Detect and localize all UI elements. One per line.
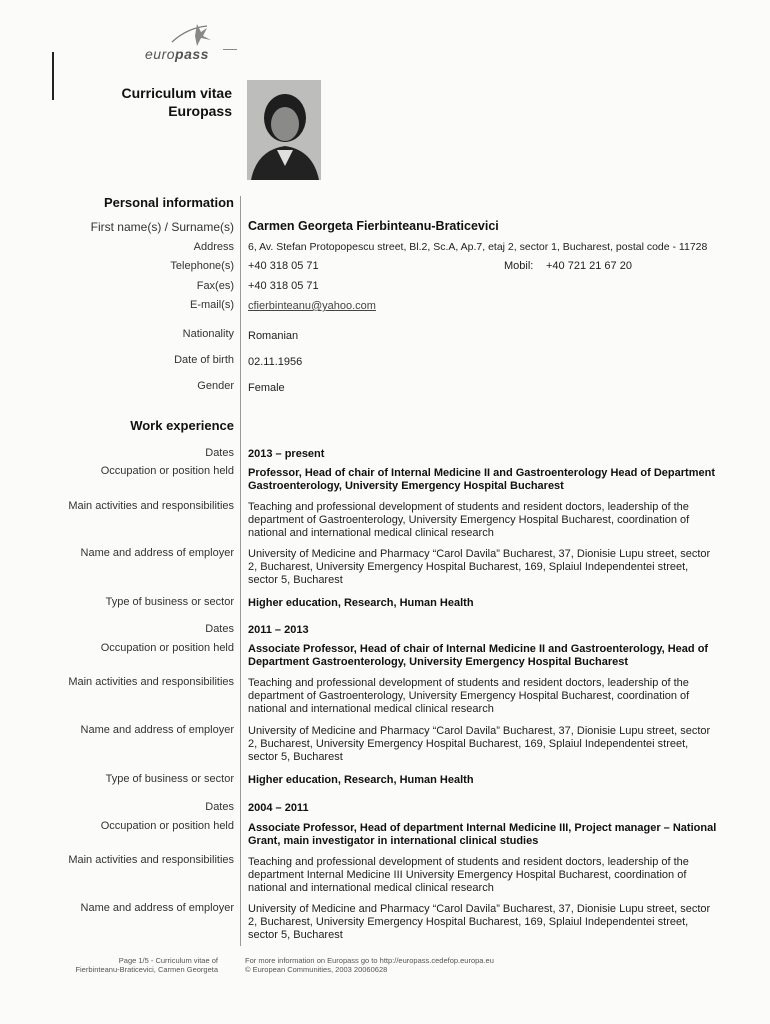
title-line1: Curriculum vitae [121,85,232,101]
job-activities: Teaching and professional development of students and resident doctors, leadership of the department of Gastroenterology, University Emergency Hospital Bucharest, coordination of national and international medical clinical research [248,677,690,715]
mobile-value: +40 721 21 67 20 [546,260,632,272]
dates-label: Dates [205,623,234,635]
job-activities: Teaching and professional development of students and resident doctors, leadership of the department Internal Medicine III University Emergency Hospital Bucharest, coordination of national and international medical clinical research [248,856,689,894]
footer-info-line1: For more information on Europass go to http://europass.cedefop.europa.eu [245,956,494,965]
job-activities: Teaching and professional development of students and resident doctors, leadership of the department of Gastroenterology, University Emergency Hospital Bucharest, coordination of national and international medical clinical research [248,501,690,539]
occupation-label: Occupation or position held [100,820,234,832]
address-label: Address [193,241,234,253]
section-work-experience: Work experience [130,418,234,433]
job-employer: University of Medicine and Pharmacy “Carol Davila” Bucharest, 37, Dionisie Lupu street, sector 2, Bucharest, University Emergency Hospital Bucharest, 169, Splaiul Independentei street, sector 5, Bucharest [248,903,711,941]
address-value: 6, Av. Stefan Protopopescu street, Bl.2, Sc.A, Ap.7, etaj 2, sector 1, Bucharest, postal code - 11728 [248,241,708,253]
job-dates: 2013 – present [248,448,325,460]
job-employer: University of Medicine and Pharmacy “Carol Davila” Bucharest, 37, Dionisie Lupu street, sector 2, Bucharest, University Emergency Hospital Bucharest, 169, Splaiul Independentei street, sector 5, Bucharest [248,548,711,586]
occupation-label: Occupation or position held [100,465,234,477]
logo-pass: pass [175,46,209,62]
fax-label: Fax(es) [196,280,234,292]
job-employer: University of Medicine and Pharmacy “Carol Davila” Bucharest, 37, Dionisie Lupu street, sector 2, Bucharest, University Emergency Hospital Bucharest, 169, Splaiul Independentei street, sector 5, Bucharest [248,725,711,763]
job-occupation: Associate Professor, Head of department Internal Medicine III, Project manager – National Grant, main investigator in international clinical studies [248,822,717,847]
footer-page-line2: Fierbinteanu-Braticevici, Carmen Georgeta [75,965,218,974]
logo-rule [223,49,237,50]
gender-label: Gender [197,380,234,392]
job-business: Higher education, Research, Human Health [248,597,474,609]
mobile-label: Mobil: [504,260,534,272]
occupation-label: Occupation or position held [100,642,234,654]
europass-star-figure-icon [167,22,217,48]
employer-label: Name and address of employer [80,547,234,559]
title-line2: Europass [168,103,232,119]
employer-label: Name and address of employer [80,902,234,914]
page-title [122,84,232,120]
footer-info-line2: © European Communities, 2003 20060628 [245,965,388,974]
gender-value: Female [248,382,285,394]
nationality-label: Nationality [182,328,234,340]
telephone-value: +40 318 05 71 [248,260,319,272]
email-label: E-mail(s) [190,299,234,311]
fax-value: +40 318 05 71 [248,280,319,292]
dates-label: Dates [205,447,234,459]
dates-label: Dates [205,801,234,813]
logo-euro: euro [145,46,176,62]
job-dates: 2004 – 2011 [248,802,309,814]
employer-label: Name and address of employer [80,724,234,736]
scan-mark [52,52,54,100]
portrait-silhouette-icon [247,80,321,180]
full-name: Carmen Georgeta Fierbinteanu-Braticevici [248,219,499,233]
europass-logo [145,22,235,62]
job-business: Higher education, Research, Human Health [248,774,474,786]
business-label: Type of business or sector [105,773,234,785]
nationality-value: Romanian [248,330,299,342]
telephone-label: Telephone(s) [170,260,234,272]
footer-page-line1: Page 1/5 - Curriculum vitae of [118,956,218,965]
activities-label: Main activities and responsibilities [68,854,234,866]
profile-photo [247,80,321,180]
activities-label: Main activities and responsibilities [68,676,234,688]
column-divider [240,196,241,946]
job-dates: 2011 – 2013 [248,624,309,636]
footer-page-info [75,956,218,974]
dob-value: 02.11.1956 [248,356,303,368]
job-occupation: Professor, Head of chair of Internal Medicine II and Gastroenterology Head of Department Gastroenterology, University Emergency Hospital Bucharest [248,467,715,492]
section-personal-information: Personal information [103,195,234,210]
dob-label: Date of birth [174,354,234,366]
email-link[interactable]: cfierbinteanu@yahoo.com [248,300,376,312]
footer-europass-info [245,956,494,974]
name-label: First name(s) / Surname(s) [90,220,234,234]
activities-label: Main activities and responsibilities [68,500,234,512]
job-occupation: Associate Professor, Head of chair of Internal Medicine II and Gastroenterology, Head of Department Gastroenterology, University Emergency Hospital Bucharest [248,643,709,668]
business-label: Type of business or sector [105,596,234,608]
